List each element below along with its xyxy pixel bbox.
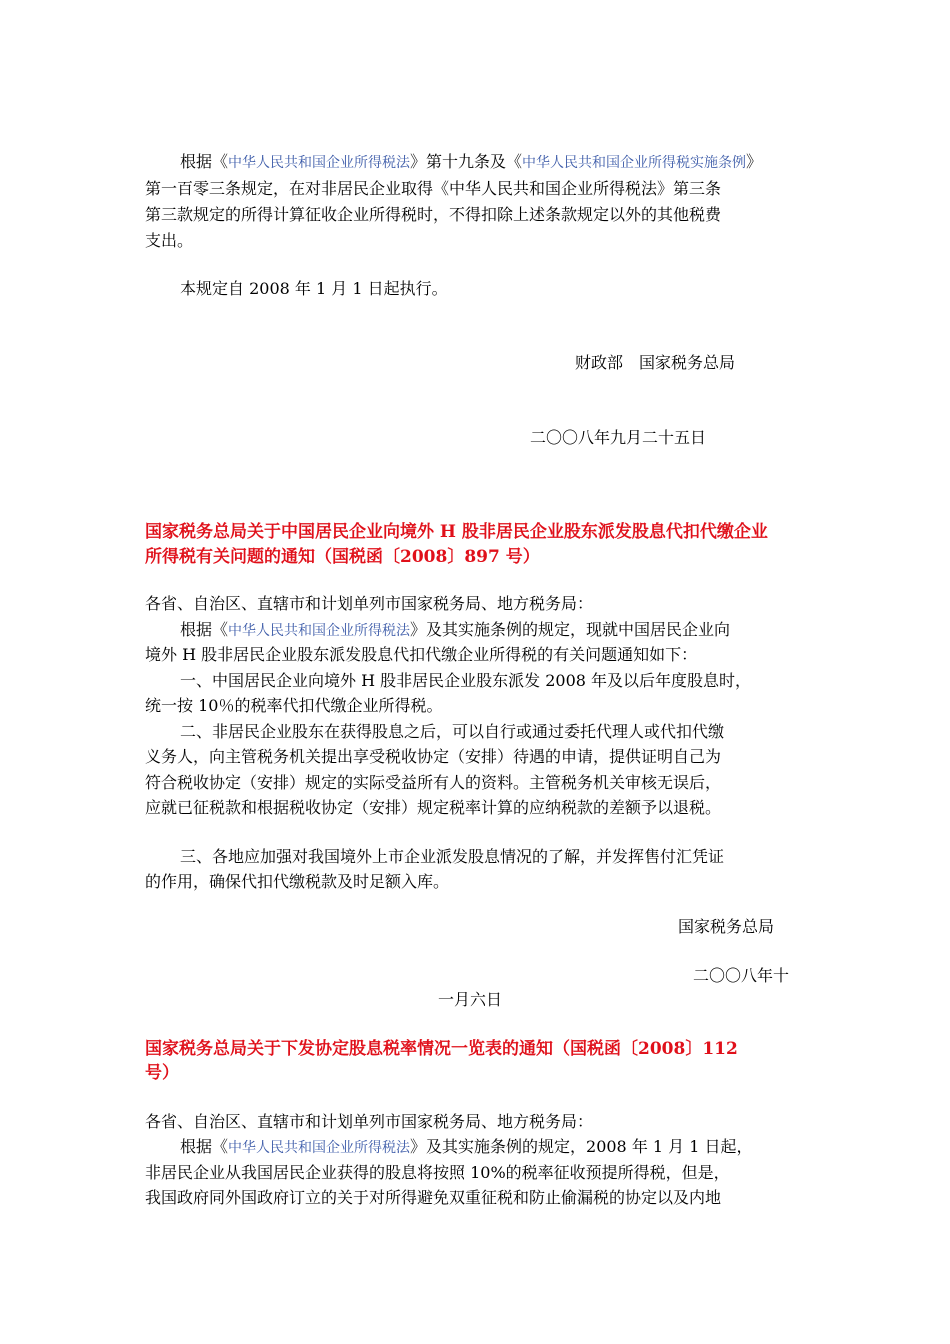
regulation-link[interactable]: 中华人民共和国企业所得税实施条例 (522, 155, 747, 171)
s1-signature: 财政部 国家税务总局 (575, 353, 736, 372)
s2-item-2-line-4: 应就已征税款和根据税收协定（安排）规定税率计算的应纳税款的差额予以退税。 (145, 798, 722, 817)
text: 根据《 (180, 152, 229, 171)
text: 》及其实施条例的规定，现就中国居民企业向 (410, 620, 731, 639)
text: 根据《 (180, 1137, 229, 1156)
s1-paragraph-1-line-4: 支出。 (145, 231, 194, 250)
s2-title-line-2: 所得税有关问题的通知（国税函〔2008〕897 号） (145, 547, 540, 567)
s1-paragraph-1-line-1 (180, 150, 762, 175)
s2-title-line-1: 国家税务总局关于中国居民企业向境外 H 股非居民企业股东派发股息代扣代缴企业 (145, 522, 768, 542)
s3-paragraph-1-line-1 (180, 1135, 753, 1160)
s2-item-2-line-2: 义务人，向主管税务机关提出享受税收协定（安排）待遇的申请，提供证明自己为 (145, 747, 722, 766)
s1-paragraph-2: 本规定自 2008 年 1 月 1 日起执行。 (180, 279, 448, 298)
s2-date-line-1: 二〇〇八年十 (693, 966, 790, 985)
s1-paragraph-1-line-2: 第一百零三条规定，在对非居民企业取得《中华人民共和国企业所得税法》第三条 (145, 179, 722, 198)
s2-item-3-line-2: 的作用，确保代扣代缴税款及时足额入库。 (145, 872, 450, 891)
s3-paragraph-1-line-3: 我国政府同外国政府订立的关于对所得避免双重征税和防止偷漏税的协定以及内地 (145, 1188, 722, 1207)
law-link[interactable]: 中华人民共和国企业所得税法 (228, 155, 411, 171)
s3-addressee: 各省、自治区、直辖市和计划单列市国家税务局、地方税务局： (145, 1112, 594, 1131)
s2-item-1-line-2: 统一按 10％的税率代扣代缴企业所得税。 (145, 696, 443, 715)
s2-paragraph-1-line-1 (180, 618, 730, 643)
s1-date: 二〇〇八年九月二十五日 (530, 428, 707, 447)
s2-addressee: 各省、自治区、直辖市和计划单列市国家税务局、地方税务局： (145, 594, 594, 613)
s2-item-2-line-1: 二、非居民企业股东在获得股息之后，可以自行或通过委托代理人或代扣代缴 (180, 722, 725, 741)
text: 》 (746, 152, 763, 171)
text: 》及其实施条例的规定，2008 年 1 月 1 日起， (410, 1137, 753, 1156)
text: 》第十九条及《 (410, 152, 523, 171)
s1-paragraph-1-line-3: 第三款规定的所得计算征收企业所得税时，不得扣除上述条款规定以外的其他税费 (145, 205, 722, 224)
law-link[interactable]: 中华人民共和国企业所得税法 (228, 623, 411, 639)
s3-title-line-2: 号） (145, 1063, 179, 1083)
s3-paragraph-1-line-2: 非居民企业从我国居民企业获得的股息将按照 10%的税率征收预提所得税，但是， (145, 1163, 730, 1182)
s2-item-2-line-3: 符合税收协定（安排）规定的实际受益所有人的资料。主管税务机关审核无误后， (145, 773, 722, 792)
text: 根据《 (180, 620, 229, 639)
s2-paragraph-1-line-2: 境外 H 股非居民企业股东派发股息代扣代缴企业所得税的有关问题通知如下： (145, 645, 698, 664)
s2-date-line-2: 一月六日 (438, 990, 503, 1009)
s3-title-line-1: 国家税务总局关于下发协定股息税率情况一览表的通知（国税函〔2008〕112 (145, 1039, 738, 1059)
s2-item-1-line-1: 一、中国居民企业向境外 H 股非居民企业股东派发 2008 年及以后年度股息时， (180, 671, 752, 690)
s2-signature: 国家税务总局 (678, 917, 775, 936)
law-link[interactable]: 中华人民共和国企业所得税法 (228, 1140, 411, 1156)
s2-item-3-line-1: 三、各地应加强对我国境外上市企业派发股息情况的了解，并发挥售付汇凭证 (180, 847, 725, 866)
